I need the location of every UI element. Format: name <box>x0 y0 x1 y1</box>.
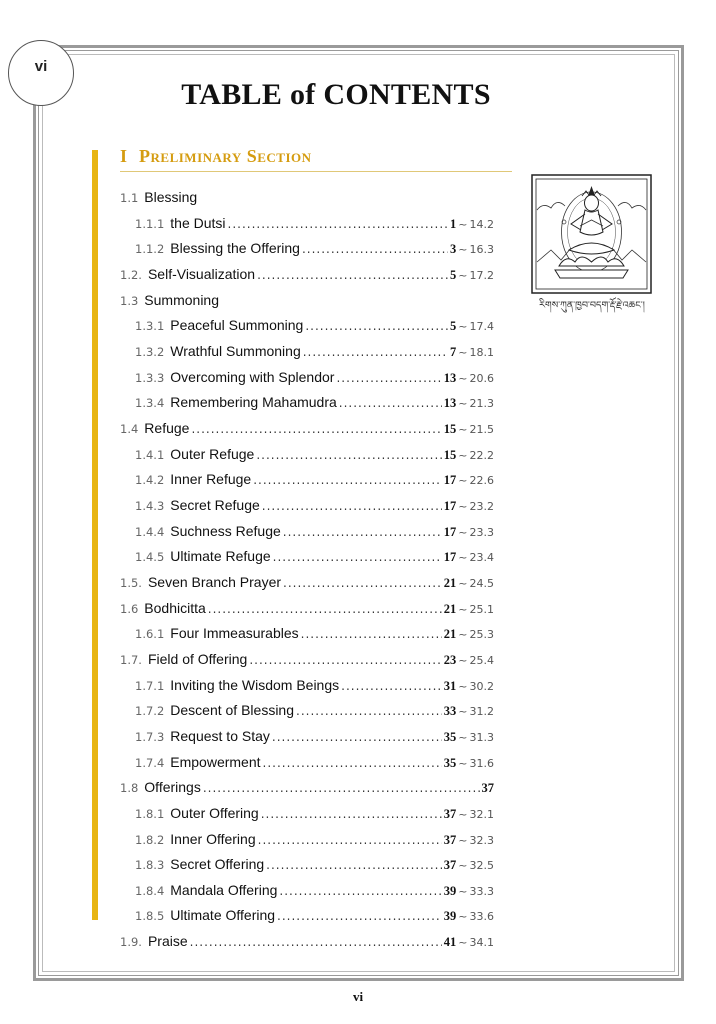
toc-entry-page: 35 <box>443 729 457 744</box>
toc-entry[interactable] <box>135 699 494 721</box>
toc-leader-dots <box>253 469 442 491</box>
toc-entry-reference: 30.2 <box>469 679 494 693</box>
toc-entry-title: Summoning <box>144 291 219 308</box>
toc-entry-reference: 14.2 <box>469 217 494 231</box>
toc-leader-dots <box>283 572 442 594</box>
toc-entry-number: 1.1.1 <box>135 216 165 231</box>
toc-entry-page: 21 <box>443 575 457 590</box>
toc-entry-reference: 23.3 <box>469 525 494 539</box>
toc-entry-number: 1.4.1 <box>135 447 165 462</box>
toc-entry-title: Inner Offering <box>170 830 256 847</box>
illustration-caption: རིགས་ཀུན་ཁྱབ་བདག་རྡོ་རྗེ་འཆང་། <box>539 300 645 311</box>
toc-entry-reference: 22.2 <box>469 448 494 462</box>
toc-entry-title: Blessing the Offering <box>170 240 300 257</box>
toc-entry-reference: 16.3 <box>469 243 494 257</box>
toc-entry-reference: 18.1 <box>469 345 494 359</box>
toc-entry-title: Refuge <box>144 419 190 436</box>
toc-entry-page: 5 <box>450 319 457 334</box>
toc-entry-number: 1.4.2 <box>135 473 165 488</box>
section-number: I <box>120 146 128 166</box>
toc-entry-title: Blessing <box>144 189 198 205</box>
toc-leader-dots <box>257 264 448 286</box>
toc-leader-dots <box>228 213 449 235</box>
toc-entry[interactable] <box>135 751 494 773</box>
toc-entry-reference: 24.5 <box>469 576 494 590</box>
toc-entry-title: Praise <box>147 933 188 950</box>
toc-leader-dots <box>258 829 442 851</box>
toc-entry[interactable] <box>135 828 494 850</box>
toc-entry-reference: 21.5 <box>469 422 494 436</box>
toc-entry[interactable] <box>135 725 494 747</box>
toc-page-separator: ~ <box>458 705 468 719</box>
toc-entry-page: 35 <box>443 755 457 770</box>
toc-page-separator: ~ <box>458 936 468 950</box>
toc-leader-dots <box>283 521 442 543</box>
toc-entry-title: Suchness Refuge <box>170 522 281 539</box>
toc-entry[interactable] <box>120 263 494 285</box>
toc-page-separator: ~ <box>458 628 468 642</box>
toc-page-separator: ~ <box>458 268 468 282</box>
toc-entry-number: 1.4.5 <box>135 550 165 565</box>
toc-entry-reference: 32.1 <box>469 807 494 821</box>
toc-entry[interactable] <box>120 776 494 798</box>
toc-entry-number: 1.1.2 <box>135 242 165 257</box>
toc-entry-reference: 22.6 <box>469 474 494 488</box>
toc-entry[interactable] <box>135 468 494 490</box>
toc-leader-dots <box>302 238 448 260</box>
toc-page-separator: ~ <box>458 602 468 616</box>
toc-entry[interactable] <box>135 212 494 234</box>
toc-entry[interactable] <box>135 904 494 926</box>
toc-entry-number: 1.3.4 <box>135 396 165 411</box>
toc-entry-title: Outer Offering <box>170 804 259 821</box>
toc-page-separator: ~ <box>458 499 468 513</box>
toc-entry-reference: 34.1 <box>469 936 494 950</box>
toc-entry[interactable] <box>135 314 494 336</box>
toc-leader-dots <box>191 418 441 440</box>
toc-entry-number: 1.8.4 <box>135 883 165 898</box>
toc-page-separator: ~ <box>458 859 468 873</box>
toc-entry-title: Offerings <box>144 779 201 796</box>
toc-page-separator: ~ <box>458 653 468 667</box>
toc-leader-dots <box>341 675 442 697</box>
toc-entry-number: 1.7.2 <box>135 704 165 719</box>
toc-entry[interactable] <box>135 802 494 824</box>
toc-leader-dots <box>262 495 442 517</box>
toc-leader-dots <box>339 392 442 414</box>
toc-leader-dots <box>266 854 442 876</box>
toc-entry[interactable] <box>135 853 494 875</box>
toc-entry-title: Ultimate Refuge <box>170 548 271 565</box>
toc-page-separator: ~ <box>458 397 468 411</box>
toc-entry-reference: 33.6 <box>469 910 494 924</box>
toc-page-separator: ~ <box>458 884 468 898</box>
toc-page-separator: ~ <box>458 807 468 821</box>
toc-entry-number: 1.7.4 <box>135 755 165 770</box>
toc-leader-dots <box>263 752 442 774</box>
toc-entry-title: Ultimate Offering <box>170 907 276 924</box>
toc-entry-reference: 25.4 <box>469 653 494 667</box>
toc-leader-dots <box>190 931 442 953</box>
toc-entry-title: Field of Offering <box>147 650 248 667</box>
deity-thangka-icon <box>531 174 652 294</box>
toc-entry-page: 37 <box>443 832 457 847</box>
toc-entry-page: 21 <box>443 601 457 616</box>
toc-entry[interactable] <box>135 443 494 465</box>
toc-entry-number: 1.2. <box>120 267 142 282</box>
toc-leader-dots <box>301 623 442 645</box>
toc-page-separator: ~ <box>458 576 468 590</box>
toc-leader-dots <box>272 726 442 748</box>
toc-page-separator: ~ <box>458 217 468 231</box>
toc-page-separator: ~ <box>458 551 468 565</box>
toc-leader-dots <box>203 777 480 799</box>
toc-entry-page: 41 <box>443 935 457 950</box>
toc-entry-page: 39 <box>443 883 457 898</box>
toc-entry[interactable] <box>120 571 494 593</box>
toc-entry-number: 1.1 <box>120 191 139 205</box>
toc-entry-title: Four Immeasurables <box>170 625 299 642</box>
toc-entry-number: 1.3.3 <box>135 370 165 385</box>
toc-page-separator: ~ <box>458 422 468 436</box>
toc-entry-reference: 25.3 <box>469 628 494 642</box>
toc-entry-number: 1.3.2 <box>135 344 165 359</box>
toc-entry-number: 1.8.2 <box>135 832 165 847</box>
page-title: TABLE of CONTENTS <box>181 78 491 111</box>
toc-page-separator: ~ <box>458 320 468 334</box>
section-label: Preliminary Section <box>139 146 312 166</box>
toc-entry-number: 1.7.1 <box>135 678 165 693</box>
toc-entry-number: 1.4 <box>120 421 139 436</box>
toc-page-separator: ~ <box>458 474 468 488</box>
toc-entry-page: 23 <box>443 652 457 667</box>
toc-page-separator: ~ <box>458 910 468 924</box>
toc-entry-number: 1.8.3 <box>135 858 165 873</box>
toc-entry-number: 1.6.1 <box>135 627 165 642</box>
toc-entry-page: 37 <box>443 806 457 821</box>
toc-entry-number: 1.6 <box>120 601 139 616</box>
toc-entry-page: 33 <box>443 704 457 719</box>
toc-page-separator: ~ <box>458 345 468 359</box>
toc-entry-title: Outer Refuge <box>170 445 255 462</box>
toc-entry-reference: 25.1 <box>469 602 494 616</box>
toc-leader-dots <box>279 880 441 902</box>
toc-entry-reference: 32.3 <box>469 833 494 847</box>
toc-page-separator: ~ <box>458 833 468 847</box>
toc-entry-page: 39 <box>443 909 457 924</box>
toc-leader-dots <box>261 803 442 825</box>
toc-entry-title: Inner Refuge <box>170 471 252 488</box>
page-number-badge-label: vi <box>34 58 48 75</box>
toc-entry-number: 1.7. <box>120 652 142 667</box>
toc-entry-number: 1.8.5 <box>135 909 165 924</box>
toc-entry[interactable] <box>135 674 494 696</box>
toc-entry-reference: 31.3 <box>469 730 494 744</box>
toc-entry-title: Seven Branch Prayer <box>147 573 282 590</box>
toc-entry-number: 1.3.1 <box>135 319 165 334</box>
toc-entry-page: 17 <box>443 524 457 539</box>
toc-entry-reference: 23.2 <box>469 499 494 513</box>
toc-leader-dots <box>277 905 442 927</box>
toc-entry-title: Inviting the Wisdom Beings <box>170 676 340 693</box>
toc-entry-title: Peaceful Summoning <box>170 317 304 334</box>
toc-entry-page: 37 <box>443 858 457 873</box>
toc-entry[interactable] <box>120 648 494 670</box>
toc-entry-reference: 32.5 <box>469 859 494 873</box>
toc-entry-page: 3 <box>450 242 457 257</box>
toc-entry-reference: 31.6 <box>469 756 494 770</box>
toc-entry[interactable] <box>135 545 494 567</box>
toc-entry[interactable] <box>135 391 494 413</box>
toc-entry-page: 7 <box>450 344 457 359</box>
toc-entry-page: 13 <box>443 370 457 385</box>
toc-entry-number: 1.7.3 <box>135 729 165 744</box>
toc-entry[interactable] <box>120 289 494 311</box>
toc-page-separator: ~ <box>458 371 468 385</box>
toc-entry[interactable] <box>120 930 494 952</box>
toc-leader-dots <box>273 546 442 568</box>
toc-entry-reference: 23.4 <box>469 551 494 565</box>
toc-entry[interactable] <box>120 186 494 208</box>
toc-entry-page: 17 <box>443 498 457 513</box>
toc-entry-title: Request to Stay <box>170 727 270 744</box>
toc-entry[interactable] <box>135 622 494 644</box>
toc-entry-page: 5 <box>450 267 457 282</box>
toc-entry-page: 1 <box>450 216 457 231</box>
toc-page-separator: ~ <box>458 243 468 257</box>
toc-entry[interactable] <box>135 879 494 901</box>
toc-page-separator: ~ <box>458 756 468 770</box>
toc-entry[interactable] <box>120 417 494 439</box>
footer-page-number: vi <box>352 989 364 1004</box>
toc-entry[interactable] <box>135 366 494 388</box>
toc-entry-number: 1.3 <box>120 293 139 308</box>
toc-entry-page: 17 <box>443 550 457 565</box>
toc-entry-reference: 33.3 <box>469 884 494 898</box>
toc-entry[interactable] <box>135 520 494 542</box>
toc-entry-title: Mandala Offering <box>170 881 278 898</box>
toc-entry-title: Self-Visualization <box>147 265 256 282</box>
toc-entry-page: 15 <box>443 447 457 462</box>
toc-entry-title: Secret Offering <box>170 856 265 873</box>
toc-entry-title: Secret Refuge <box>170 496 260 513</box>
toc-entry-number: 1.8 <box>120 781 139 796</box>
toc-entry-title: Overcoming with Splendor <box>170 368 335 385</box>
toc-entry[interactable] <box>135 340 494 362</box>
toc-entry-number: 1.5. <box>120 575 142 590</box>
toc-entry-number: 1.9. <box>120 935 142 950</box>
toc-entry-number: 1.8.1 <box>135 806 165 821</box>
toc-entry-page: 15 <box>443 421 457 436</box>
toc-entry[interactable] <box>120 597 494 619</box>
toc-entry-reference: 31.2 <box>469 705 494 719</box>
toc-entry-title: Descent of Blessing <box>170 702 294 719</box>
toc-entry-page: 17 <box>443 473 457 488</box>
toc-entry-number: 1.4.3 <box>135 498 165 513</box>
toc-entry-title: Bodhicitta <box>144 599 206 616</box>
toc-entry-title: Wrathful Summoning <box>170 342 301 359</box>
toc-leader-dots <box>336 367 441 389</box>
toc-entry-page: 13 <box>443 396 457 411</box>
toc-entry-title: Empowerment <box>170 753 261 770</box>
toc-page-separator: ~ <box>458 730 468 744</box>
toc-entry[interactable] <box>135 494 494 516</box>
toc-entry-reference: 21.3 <box>469 397 494 411</box>
toc-page-separator: ~ <box>458 525 468 539</box>
toc-leader-dots <box>208 598 442 620</box>
toc-entry-title: Remembering Mahamudra <box>170 394 337 411</box>
toc-entry-title: the Dutsi <box>170 214 226 231</box>
toc-leader-dots <box>249 649 441 671</box>
toc-leader-dots <box>256 444 441 466</box>
toc-leader-dots <box>305 315 448 337</box>
toc-entry-reference: 17.2 <box>469 268 494 282</box>
toc-leader-dots <box>303 341 448 363</box>
toc-entry-page: 31 <box>443 678 457 693</box>
toc-leader-dots <box>296 700 442 722</box>
toc-entry-number: 1.4.4 <box>135 524 165 539</box>
toc-entry[interactable] <box>135 237 494 259</box>
toc-entry-reference: 20.6 <box>469 371 494 385</box>
toc-entry-reference: 17.4 <box>469 320 494 334</box>
toc-entry-page: 21 <box>443 627 457 642</box>
toc-page-separator: ~ <box>458 679 468 693</box>
toc-page-separator: ~ <box>458 448 468 462</box>
toc-entry-page: 37 <box>481 781 494 796</box>
